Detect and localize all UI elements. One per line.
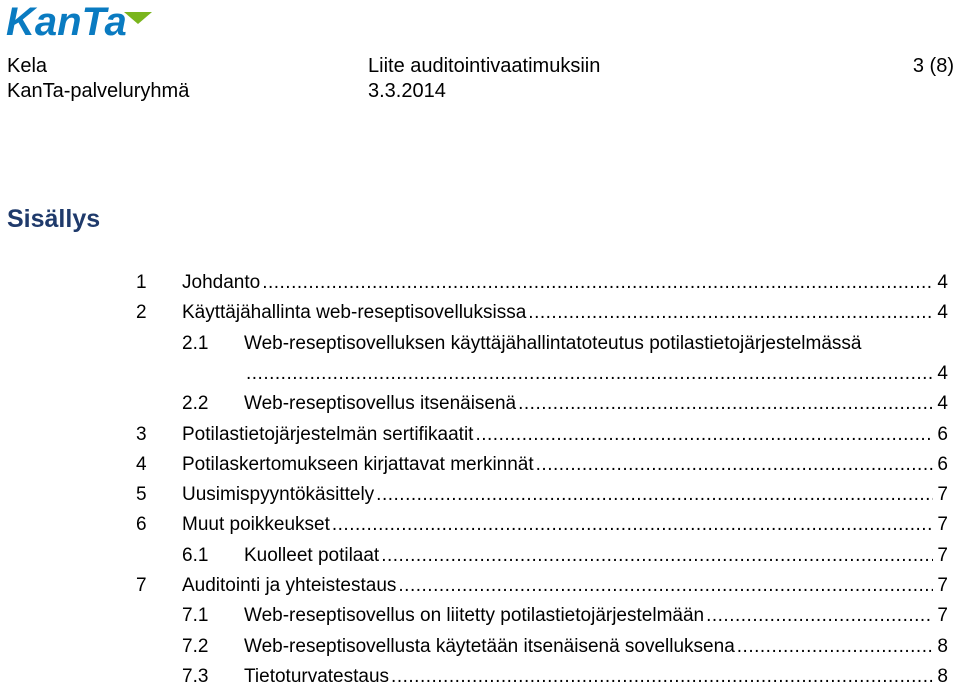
kanta-logo <box>6 2 154 42</box>
toc-entry-line <box>244 359 948 389</box>
toc-entry-line <box>182 298 948 328</box>
toc-entry-line <box>182 510 948 540</box>
toc-entry-text: Käyttäjähallinta web-reseptisovelluksissa <box>182 302 527 324</box>
toc-entry-text: Web-reseptisovellusta käytetään itsenäisenä sovelluksena <box>244 635 735 657</box>
header-page-number: 3 (8) <box>912 55 954 77</box>
toc-leader-dots <box>475 420 933 450</box>
toc-entry-number: 3 <box>136 423 147 445</box>
toc-entry-page: 7 <box>937 605 948 627</box>
toc-entry-page: 7 <box>937 484 948 506</box>
toc-leader-dots <box>737 632 934 662</box>
toc-entry-text: Potilaskertomukseen kirjattavat merkinnät <box>182 453 534 475</box>
toc-entry[interactable] <box>0 662 960 692</box>
toc-leader-dots <box>391 662 933 692</box>
toc-entry-text: Auditointi ja yhteistestaus <box>182 575 397 596</box>
toc-leader-dots <box>262 268 933 298</box>
toc-entry[interactable] <box>0 632 960 662</box>
toc-entry-text: Potilastietojärjestelmän sertifikaatit <box>182 423 474 445</box>
toc-entry-number: 7 <box>136 575 147 596</box>
toc-entry-number: 2.1 <box>182 332 209 354</box>
toc-entry[interactable] <box>0 480 960 510</box>
toc-entry-page: 7 <box>937 575 948 596</box>
toc-leader-dots <box>706 601 933 631</box>
header-organization: Kela <box>7 55 48 77</box>
toc-entry-page: 8 <box>937 665 948 687</box>
toc-entry-number: 6.1 <box>182 544 209 566</box>
toc-entry[interactable] <box>0 268 960 298</box>
toc-entry-line <box>182 450 948 480</box>
toc-entry-page: 4 <box>937 302 948 324</box>
toc-entry-text: Kuolleet potilaat <box>244 544 380 566</box>
toc-leader-dots <box>398 571 933 601</box>
toc-entry-text: Johdanto <box>182 272 261 293</box>
toc-entry-text: Muut poikkeukset <box>182 514 330 536</box>
toc-entry-line <box>244 541 948 571</box>
toc-leader-dots <box>376 480 933 510</box>
toc-entry[interactable] <box>0 389 960 419</box>
toc-title: Sisällys <box>7 205 101 233</box>
toc-entry-number: 7.1 <box>182 605 209 627</box>
header-date: 3.3.2014 <box>368 80 446 102</box>
toc-entry-page: 8 <box>937 635 948 657</box>
logo-green-accent <box>124 12 152 24</box>
toc-entry-text: Web-reseptisovellus itsenäisenä <box>244 393 517 415</box>
toc-entry[interactable] <box>0 510 960 540</box>
toc-entry-page: 4 <box>937 362 948 384</box>
kanta-logo-mark <box>6 2 154 42</box>
toc-entry-text: Uusimispyyntökäsittely <box>182 484 375 506</box>
toc-entry-line <box>244 329 948 359</box>
toc-entry-line <box>182 571 948 601</box>
toc-entry-text: Web-reseptisovellus on liitetty potilastietojärjestelmään <box>244 605 705 627</box>
logo-lettering: KanTa <box>6 2 127 42</box>
toc-leader-dots <box>518 389 933 419</box>
toc-entry-line <box>244 389 948 419</box>
toc-entry-page: 7 <box>937 544 948 566</box>
toc-entry-line <box>244 662 948 692</box>
toc-entry[interactable] <box>0 329 960 359</box>
toc-entry-page: 6 <box>937 423 948 445</box>
toc-entry-number: 7.3 <box>182 665 209 687</box>
toc-entry[interactable] <box>0 601 960 631</box>
toc-entry-text: Tietoturvatestaus <box>244 665 390 687</box>
toc-entry-line <box>244 632 948 662</box>
toc-leader-dots <box>332 510 934 540</box>
toc-entry-number: 4 <box>136 453 147 475</box>
toc-entry-page: 6 <box>937 453 948 475</box>
toc-entry-number: 1 <box>136 272 147 293</box>
toc-entry-number: 5 <box>136 484 147 506</box>
toc-entry-text: Web-reseptisovelluksen käyttäjähallintatoteutus potilastietojärjestelmässä <box>244 332 862 354</box>
toc-entry-number: 2.2 <box>182 393 209 415</box>
toc-entry[interactable] <box>0 450 960 480</box>
toc-entry[interactable] <box>0 298 960 328</box>
toc-entry-number: 2 <box>136 302 147 324</box>
toc-entry-page: 4 <box>937 393 948 415</box>
toc-entry-number: 7.2 <box>182 635 209 657</box>
toc-entry-line <box>182 268 948 298</box>
toc-entry[interactable] <box>0 541 960 571</box>
toc-leader-dots <box>246 359 933 389</box>
toc-leader-dots <box>536 450 934 480</box>
toc-leader-dots <box>381 541 933 571</box>
toc-entry-line <box>182 420 948 450</box>
toc-leader-dots <box>528 298 933 328</box>
toc-entry-number: 6 <box>136 514 147 536</box>
header-document-title: Liite auditointivaatimuksiin <box>368 55 601 77</box>
toc-entry-line <box>182 480 948 510</box>
header-unit: KanTa-palveluryhmä <box>7 80 190 102</box>
toc-entry[interactable] <box>0 571 960 601</box>
toc-entry[interactable] <box>0 359 960 389</box>
toc-entry-page: 4 <box>937 272 948 293</box>
toc-entry[interactable] <box>0 420 960 450</box>
toc-entry-line <box>244 601 948 631</box>
toc-entry-page: 7 <box>937 514 948 536</box>
